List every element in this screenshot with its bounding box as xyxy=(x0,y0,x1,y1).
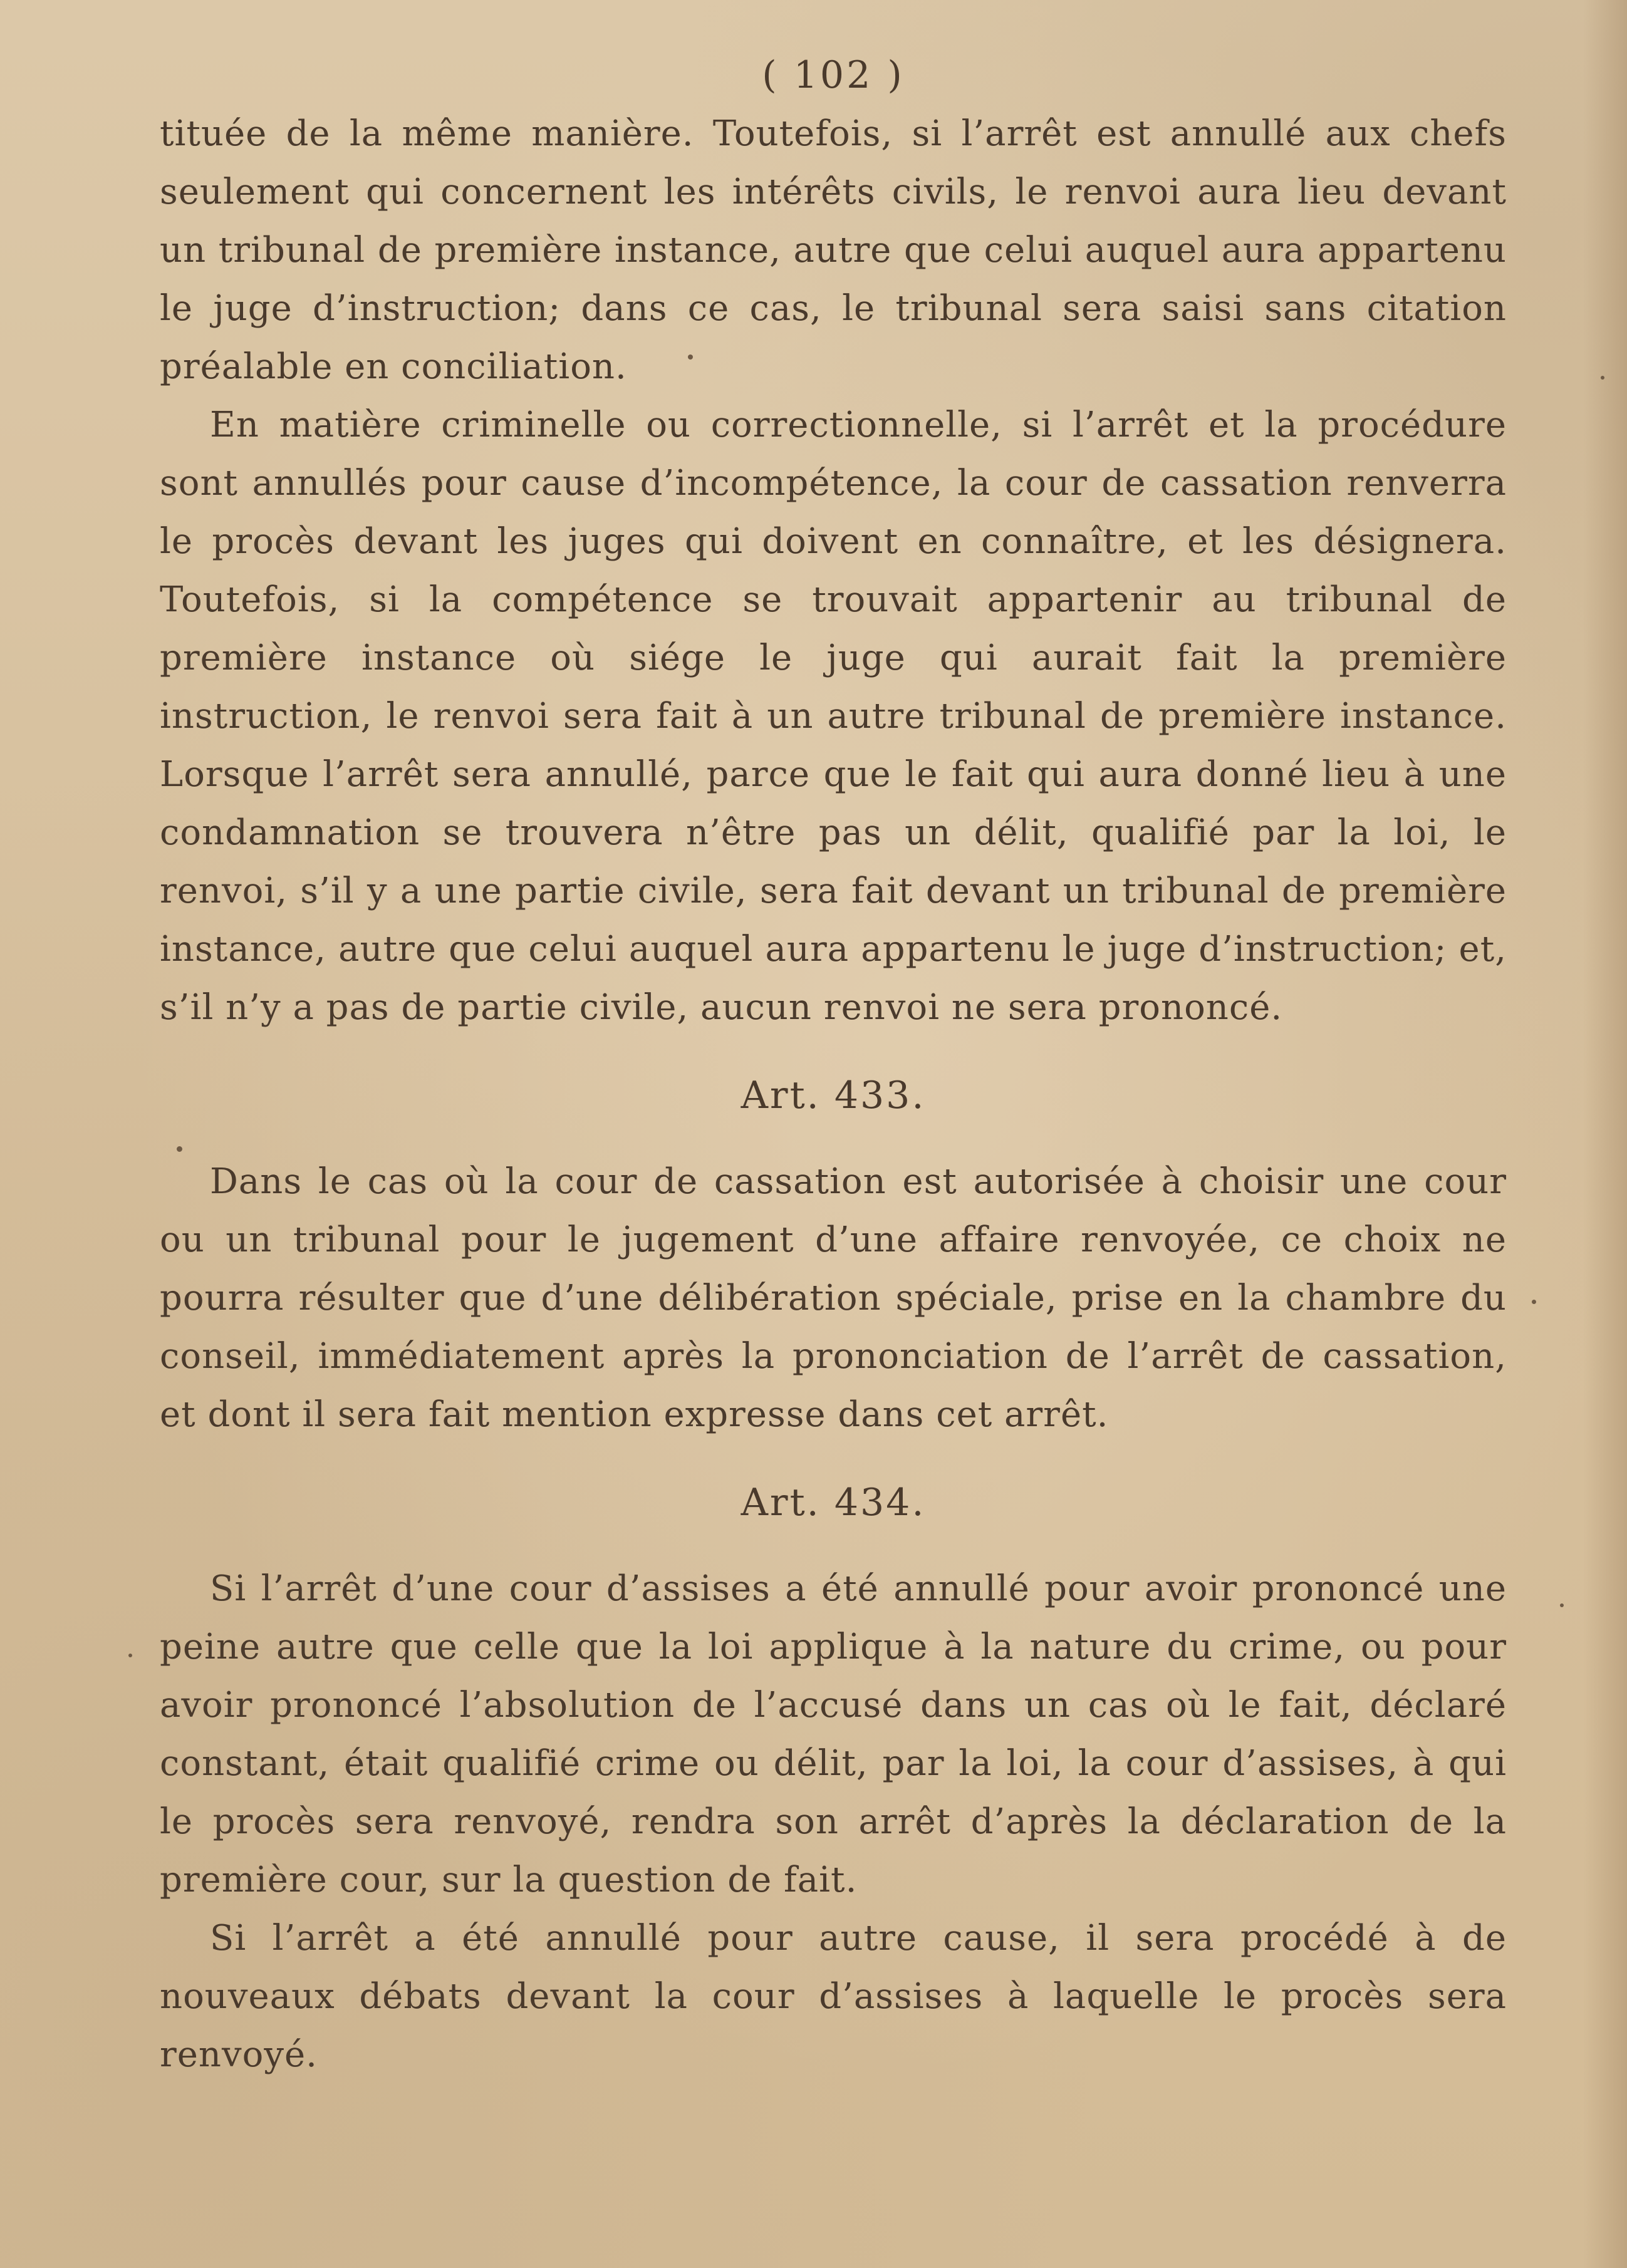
article-434-paragraph-2: Si l’arrêt a été annullé pour autre cause, il sera procédé à de nouveaux débats devant la cour d’assises à laquelle le procès sera renvoyé. xyxy=(160,1918,1507,2075)
page-number: ( 102 ) xyxy=(762,53,905,97)
article-433-paragraph: Dans le cas où la cour de cassation est autorisée à choisir une cour ou un tribunal pour le jugement d’une affaire renvoyée, ce choix ne pourra résulter que d’une délibération spéciale, prise en la chambre du conseil, immédiatement après la prononciation de l’arrêt de cassation, et dont il sera fait mention expresse dans cet arrêt. xyxy=(160,1161,1507,1435)
ink-speck xyxy=(1560,1603,1564,1607)
spine-shadow xyxy=(1583,0,1627,2268)
ink-speck xyxy=(1532,1300,1536,1304)
ink-speck xyxy=(1601,376,1604,380)
article-433-heading: Art. 433. xyxy=(741,1074,926,1117)
page-text xyxy=(160,47,1507,2084)
paragraph-continuation: tituée de la même manière. Toutefois, si l’arrêt est annullé aux chefs seulement qui concernent les intérêts civils, le renvoi aura lieu devant un tribunal de première instance, autre que celui auquel aura appartenu le juge d’instruction; dans ce cas, le tribunal sera saisi sans citation préalable en conciliation. xyxy=(160,113,1507,387)
ink-speck xyxy=(128,1654,132,1657)
paragraph-criminal-matter: En matière criminelle ou correctionnelle, si l’arrêt et la procédure sont annullés pour cause d’incompétence, la cour de cassation renverra le procès devant les juges qui doivent en connaître, et les désignera. Toutefois, si la compétence se trouvait appartenir au tribunal de première instance où siége le juge qui aurait fait la première instruction, le renvoi sera fait à un autre tribunal de première instance. Lorsque l’arrêt sera annullé, parce que le fait qui aura donné lieu à une condamnation se trouvera n’être pas un délit, qualifié par la loi, le renvoi, s’il y a une partie civile, sera fait devant un tribunal de première instance, autre que celui auquel aura appartenu le juge d’instruction; et, s’il n’y a pas de partie civile, aucun renvoi ne sera prononcé. xyxy=(160,405,1507,1028)
article-434-paragraph-1: Si l’arrêt d’une cour d’assises a été annullé pour avoir prononcé une peine autre que celle que la loi applique à la nature du crime, ou pour avoir prononcé l’absolution de l’accusé dans un cas où le fait, déclaré constant, était qualifié crime ou délit, par la loi, la cour d’assises, à qui le procès sera renvoyé, rendra son arrêt d’après la déclaration de la première cour, sur la question de fait. xyxy=(160,1568,1507,1900)
article-434-heading: Art. 434. xyxy=(741,1481,926,1525)
